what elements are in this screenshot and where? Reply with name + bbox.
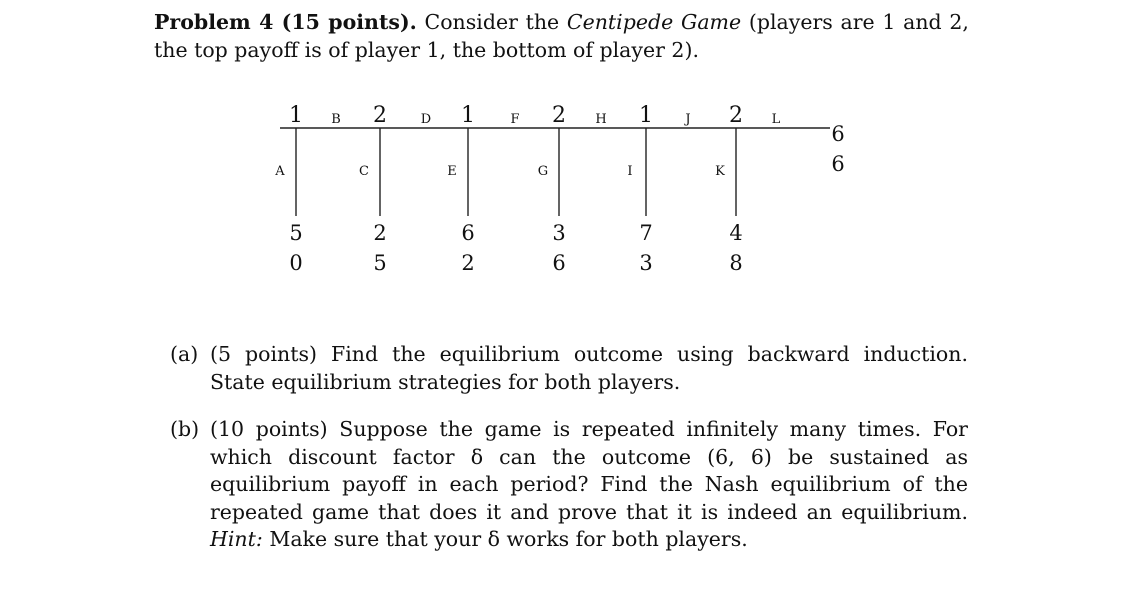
final-payoff-player1: 6: [831, 122, 845, 146]
continue-move-label-6: L: [771, 112, 781, 127]
player-label-1: 1: [289, 103, 303, 128]
payoff-player2-4: 6: [552, 251, 566, 275]
player-label-4: 2: [552, 103, 566, 128]
stop-move-label-2: C: [359, 164, 369, 179]
player-label-6: 2: [729, 103, 743, 128]
payoff-player1-2: 2: [373, 221, 387, 245]
stop-move-label-3: E: [447, 164, 457, 179]
payoff-player2-6: 8: [729, 251, 743, 275]
payoff-player2-5: 3: [639, 251, 653, 275]
continue-move-label-4: H: [595, 112, 607, 127]
part-b-body: [210, 416, 968, 554]
part-b-hint-label: Hint:: [210, 527, 263, 551]
continue-move-label-3: F: [510, 112, 520, 127]
stop-move-label-6: K: [715, 164, 725, 179]
payoff-player2-3: 2: [461, 251, 475, 275]
final-payoff-player2: 6: [831, 152, 845, 176]
player-label-5: 1: [639, 103, 653, 128]
problem-intro-before: Consider the: [424, 10, 560, 34]
payoff-player1-6: 4: [729, 221, 743, 245]
player-label-3: 1: [461, 103, 475, 128]
continue-move-label-5: J: [685, 112, 691, 127]
payoff-player1-4: 3: [552, 221, 566, 245]
game-name: Centipede Game: [566, 10, 742, 34]
stop-move-label-1: A: [275, 164, 285, 179]
part-b-hint-text: Make sure that your δ works for both players.: [269, 527, 748, 551]
problem-intro-after: (players are 1 and 2, the top payoff is of player 1, the bottom of player 2).: [154, 10, 969, 62]
payoff-player1-5: 7: [639, 221, 653, 245]
part-a-text: (5 points) Find the equilibrium outcome using backward induction. State equilibrium strategies for both players.: [210, 342, 968, 394]
payoff-player2-2: 5: [373, 251, 387, 275]
stop-move-label-5: I: [627, 164, 633, 179]
part-b-text: (10 points) Suppose the game is repeated infinitely many times. For which discount factor δ can the outcome (6, 6) be sustained as equilibrium payoff in each period? Find the Nash equilibrium of the repeated game that does it and prove that it is indeed an equilibrium.: [210, 417, 968, 524]
player-label-2: 2: [373, 103, 387, 128]
stop-move-label-4: G: [537, 164, 549, 179]
part-a-label: (a): [170, 342, 199, 366]
part-b-label: (b): [170, 417, 200, 441]
payoff-player1-3: 6: [461, 221, 475, 245]
continue-move-label-1: B: [331, 112, 341, 127]
payoff-player1-1: 5: [289, 221, 303, 245]
payoff-player2-1: 0: [289, 251, 303, 275]
continue-move-label-2: D: [420, 112, 432, 127]
part-a: [170, 341, 968, 396]
problem-heading: Problem 4 (15 points).: [154, 10, 417, 34]
part-b: [170, 416, 968, 554]
